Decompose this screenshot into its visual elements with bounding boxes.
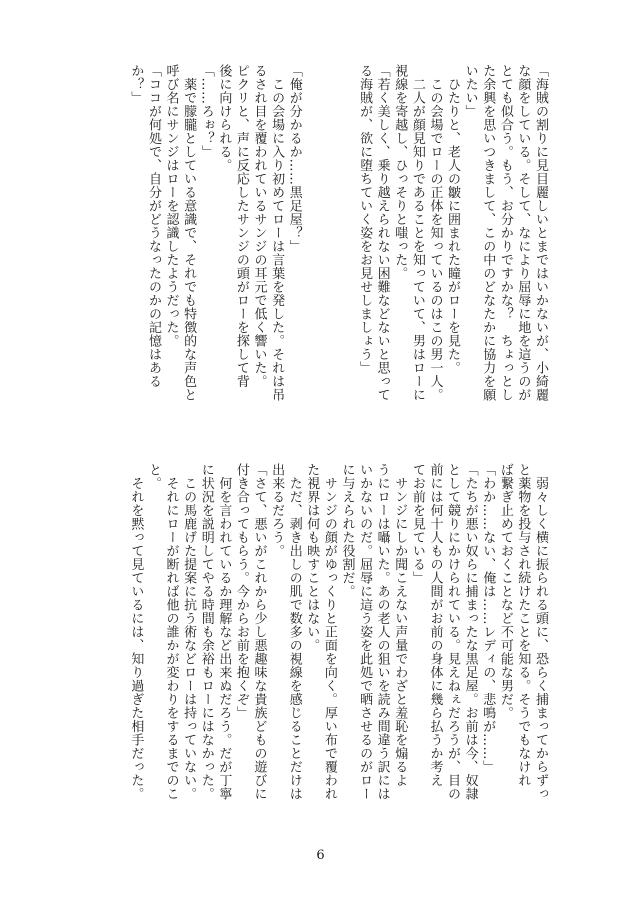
text-line: た視界は何も映すことはない。 [304, 463, 320, 652]
text-line: てお前を見ている」 [409, 463, 425, 585]
text-line: いかないのだ。屈辱に這う姿を此処で晒させるのがロー [357, 463, 373, 801]
text-line: 「わか……ない、俺は……レディの、悲鳴が……」 [480, 463, 496, 774]
text-line: 前には何十人もの人間がお前の身体に幾ら払うか考え [427, 463, 443, 787]
text-line: 薬で朦朧としている意識で、それでも特徴的な声色と [181, 64, 197, 402]
text-line: 出来るだろう。 [269, 463, 285, 558]
text-block-lower [127, 463, 549, 801]
text-line: うにローは囁いた。あの老人の狙いを読み間違う訳には [374, 463, 390, 801]
text-line: るされ目を覆われているサンジの耳元で低く響いた。 [251, 64, 267, 388]
text-line: ひたりと、老人の皺に囲まれた瞳がローを見た。 [445, 64, 461, 375]
text-line: サンジにしか聞こえない声量でわざと羞恥を煽るよ [392, 463, 408, 787]
text-line: か？」 [128, 64, 144, 105]
text-line: 呼び名にサンジはローを認識したようだった。 [163, 64, 179, 348]
page-number: 6 [316, 848, 325, 863]
text-line: 弱々しく横に振られる頭に、恐らく捕まってからずっ [533, 463, 548, 801]
text-line: 視線を寄越し、ひっそりと嗤った。 [392, 64, 408, 280]
text-line: 「俺が分かるか……黒足屋？」 [286, 64, 302, 253]
text-line: な顔をしている。そして、なにより屈辱に地を這うのが [515, 64, 531, 402]
text-line: と。 [145, 463, 161, 490]
text-line: それにローが断れば他の誰かが変わりをするまでのこ [163, 463, 179, 801]
text-line: 付き合ってもらう。今からお前を抱くぞ」 [233, 463, 249, 720]
text-line: 「海賊の割りに見目麗しいとまではいかないが、小綺麗 [533, 64, 548, 402]
text-line: ば繋ぎ止めておくことなど不可能な男だ。 [497, 463, 513, 720]
text-block-upper [127, 64, 549, 402]
text-line: 「若く美しく、乗り越えられない困難などないと思って [374, 64, 390, 402]
text-line: いたい」 [462, 64, 478, 118]
text-line: 何を言われているか理解など出来ぬだろう。だが丁寧 [216, 463, 232, 801]
text-line: と薬物を投与され続けたことを知る。そうでもなけれ [515, 463, 531, 787]
text-line: 二人が顔見知りであることを知っていて、男はローに [409, 64, 425, 402]
text-line: に与えられた役割だ。 [339, 463, 355, 598]
text-line: る海賊が、欲に堕ちていく姿をお見せしましょう」 [357, 64, 373, 375]
text-line: それを黙って見ているには、知り過ぎた相手だった。 [128, 463, 144, 801]
text-line: 「……ろぉ？」 [198, 64, 214, 159]
text-line: サンジの顔がゆっくりと正面を向く。厚い布で覆われ [321, 463, 337, 801]
text-line: ピクリと、声に反応したサンジの頭がローを探して背 [233, 64, 249, 388]
text-line [338, 64, 356, 402]
text-line: この会場に入り初めてローは言葉を発した。それは吊 [269, 64, 285, 402]
text-line: 「ココが何処で、自分がどうなったのかの記憶はある [145, 64, 161, 388]
text-line: ただ、剥き出しの肌で数多の視線を感じることだけは [286, 463, 302, 801]
text-line: とても似合う。もう、お分かりですかな？ ちょっとし [497, 64, 513, 402]
text-line: この会場でローの正体を知っているのはこの男一人。 [427, 64, 443, 402]
text-line: として競りにかけられている。見えねぇだろうが、目の [445, 463, 461, 801]
text-line: 「たちが悪い奴らに捕まったな黒足屋。お前は今、奴隷 [462, 463, 478, 801]
text-line: 後に向けられる。 [216, 64, 232, 172]
text-line [303, 64, 321, 402]
text-line [320, 64, 338, 402]
text-line: た余興を思いつきまして、この中のどなたかに協力を願 [480, 64, 496, 402]
text-line: 「さて、悪いがこれから少し悪趣味な貴族どもの遊びに [251, 463, 267, 801]
text-line: この馬鹿げた提案に抗う術などローは持っていない。 [181, 463, 197, 801]
text-line: に状況を説明してやる時間も余裕もローにはなかった。 [198, 463, 214, 801]
